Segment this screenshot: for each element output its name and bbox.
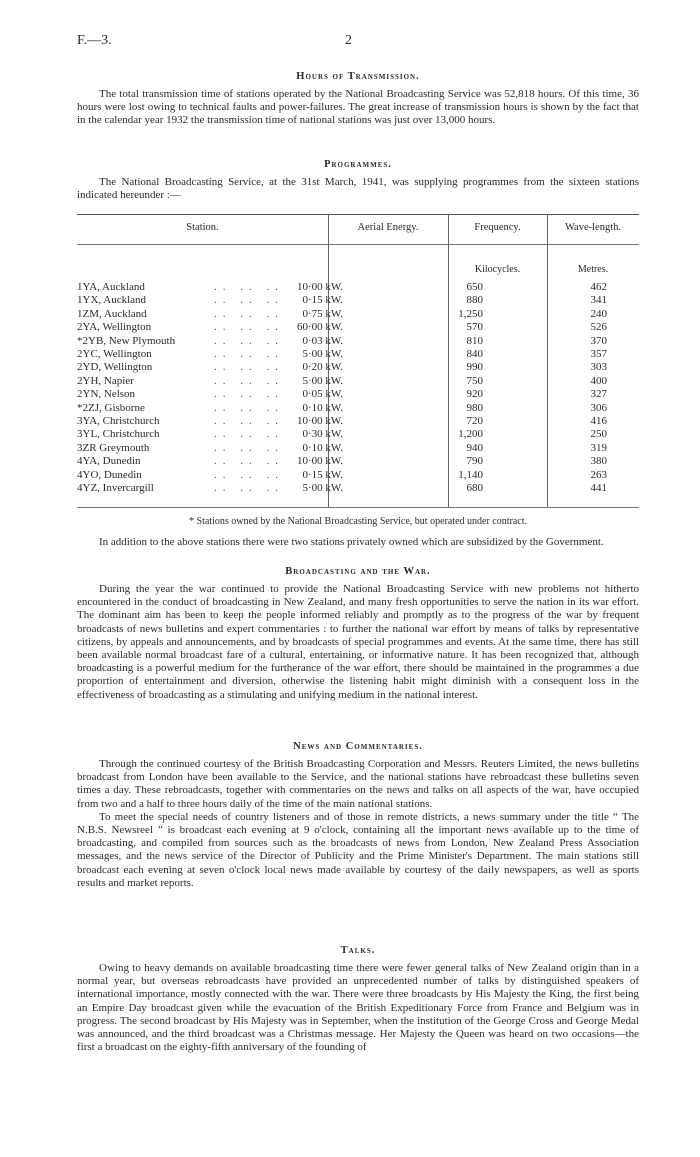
station-cell: 4YA, Dunedin bbox=[77, 455, 141, 468]
station-cell: 1ZM, Auckland bbox=[77, 307, 147, 320]
wavelength-cell: 306 bbox=[590, 401, 607, 414]
wavelength-cell: 319 bbox=[590, 441, 607, 454]
frequency-cell: 880 bbox=[466, 294, 483, 307]
table-footnote: * Stations owned by the National Broadcasting Service, but operated under contract. bbox=[189, 516, 527, 527]
frequency-cell: 1,140 bbox=[458, 468, 483, 481]
wavelength-cell: 341 bbox=[590, 294, 607, 307]
aerial-energy-cell: 60·00 kW. bbox=[296, 321, 343, 334]
aerial-energy-cell: 0·10 kW. bbox=[302, 441, 343, 454]
frequency-cell: 980 bbox=[466, 401, 483, 414]
aerial-energy-cell: 0·10 kW. bbox=[302, 401, 343, 414]
unit-frequency: Kilocycles. bbox=[474, 264, 521, 275]
frequency-cell: 650 bbox=[466, 281, 483, 293]
section-heading: News and Commentaries. bbox=[293, 741, 423, 752]
table-row bbox=[77, 402, 639, 416]
wavelength-cell: 462 bbox=[590, 281, 607, 293]
section-heading: Broadcasting and the War. bbox=[285, 566, 431, 577]
aerial-energy-cell: 0·20 kW. bbox=[302, 361, 343, 374]
leader-dots: .. .. .. bbox=[214, 388, 284, 401]
station-cell: 2YD, Wellington bbox=[77, 361, 153, 374]
section-subsidized bbox=[77, 536, 639, 549]
leader-dots: .. .. .. bbox=[214, 294, 284, 307]
section-war bbox=[77, 566, 639, 702]
frequency-cell: 680 bbox=[466, 482, 483, 494]
station-cell: 2YH, Napier bbox=[77, 374, 134, 387]
section-heading: Hours of Transmission. bbox=[296, 71, 420, 82]
table-row bbox=[77, 335, 639, 349]
wavelength-cell: 263 bbox=[590, 468, 607, 481]
station-cell: 3ZR Greymouth bbox=[77, 441, 150, 454]
table-row bbox=[77, 321, 639, 335]
paragraph: To meet the special needs of country listeners and of those in remote districts, a news summary under the title “ The N.B.S. Newsreel ” is broadcast each evening at 9 o'clock, containing all the important news available up to the time of broadcasting, and compiled from sources such as the broadcasts of news from London, New Zealand Press Association messages, and the news service of the Director of Publicity and the Prime Minister's Department. The main stations still broadcast each evening at seven o'clock local news made available by courtesy of the daily newspapers, as well as sports results and market reports. bbox=[77, 810, 639, 889]
table-row bbox=[77, 428, 639, 442]
frequency-cell: 1,250 bbox=[458, 307, 483, 320]
page-number: 2 bbox=[345, 33, 352, 48]
table-row bbox=[77, 348, 639, 362]
station-cell: 3YA, Christchurch bbox=[77, 415, 160, 427]
station-cell: *2YB, New Plymouth bbox=[77, 334, 176, 347]
leader-dots: .. .. .. bbox=[214, 428, 284, 441]
table-row bbox=[77, 482, 639, 496]
frequency-cell: 940 bbox=[466, 441, 483, 454]
frequency-cell: 990 bbox=[466, 361, 483, 374]
wavelength-cell: 526 bbox=[590, 321, 607, 334]
frequency-cell: 720 bbox=[466, 415, 483, 427]
table-row bbox=[77, 375, 639, 389]
column-header-wavelength: Wave-length. bbox=[564, 222, 621, 233]
wavelength-cell: 400 bbox=[590, 374, 607, 387]
aerial-energy-cell: 0·75 kW. bbox=[302, 307, 343, 320]
station-cell: 3YL, Christchurch bbox=[77, 428, 160, 441]
section-talks bbox=[77, 945, 639, 1054]
frequency-cell: 920 bbox=[466, 388, 483, 401]
table-row bbox=[77, 455, 639, 469]
leader-dots: .. .. .. bbox=[214, 455, 284, 468]
paragraph: In addition to the above stations there were two stations privately owned which are subsidized by the Government. bbox=[99, 536, 604, 548]
leader-dots: .. .. .. bbox=[214, 441, 284, 454]
frequency-cell: 750 bbox=[466, 374, 483, 387]
paragraph: During the year the war continued to provide the National Broadcasting Service with new problems not hitherto encountered in the conduct of broadcasting in New Zealand, and many fresh opportunities to serve the nation in its war effort. The dominant aim has been to keep the people informed reliably and promptly as to the progress of the war by frequent broadcasts of news bulletins and expert commentaries : to further the national war effort by means of talks by representative citizens, by appeals and announcements, and by broadcasts of special programmes and events. At the same time, there has still been available normal broadcast fare of a cultural, entertaining, or informative nature. It has been recognized that, although broadcasting is a powerful medium for the furtherance of the war effort, there should be maintained in the programmes a due proportion of entertainment and diversion, otherwise the listening habit might diminish with a consequent loss in the effectiveness of broadcasting as a stimulating and unifying medium in the national interest. bbox=[77, 583, 639, 701]
station-cell: 2YC, Wellington bbox=[77, 348, 152, 360]
unit-wavelength: Metres. bbox=[577, 264, 609, 275]
table-row bbox=[77, 281, 639, 295]
leader-dots: .. .. .. bbox=[214, 334, 284, 347]
leader-dots: .. .. .. bbox=[214, 361, 284, 374]
section-news bbox=[77, 741, 639, 890]
column-header-energy: Aerial Energy. bbox=[357, 222, 419, 233]
table-row bbox=[77, 469, 639, 483]
frequency-cell: 810 bbox=[466, 334, 483, 347]
paragraph: The National Broadcasting Service, at the 31st March, 1941, was supplying programmes from the sixteen stations indicated hereunder :— bbox=[77, 176, 639, 202]
aerial-energy-cell: 10·00 kW. bbox=[296, 415, 343, 427]
paragraph: The total transmission time of stations operated by the National Broadcasting Service was 52,818 hours. Of this time, 36 hours were lost owing to technical faults and power-failures. The great increase of transmission hours is shown by the fact that in the calendar year 1932 the transmission time of national stations was just over 13,000 hours. bbox=[77, 88, 639, 127]
aerial-energy-cell: 0·15 kW. bbox=[302, 294, 343, 307]
leader-dots: .. .. .. bbox=[214, 281, 284, 293]
frequency-cell: 790 bbox=[466, 455, 483, 468]
leader-dots: .. .. .. bbox=[214, 415, 284, 427]
paragraph: Owing to heavy demands on available broadcasting time there were fewer general talks of New Zealand origin than in a normal year, but overseas rebroadcasts have provided an unprecedented number of talks by distinguished speakers of international importance, mostly connected with the war. There were three broadcasts by His Majesty the King, the first being an Empire Day broadcast given while the evacuation of the British Expeditionary Force from France and Belgium was in progress. The second broadcast by His Majesty was in September, when the institution of the George Cross and George Medal was announced, and the third broadcast was a Christmas message. Her Majesty the Queen was heard on two occasions—the first a broadcast on the eighty-fifth anniversary of the founding of bbox=[77, 962, 639, 1054]
leader-dots: .. .. .. bbox=[214, 374, 284, 387]
leader-dots: .. .. .. bbox=[214, 468, 284, 481]
wavelength-cell: 250 bbox=[590, 428, 607, 441]
wavelength-cell: 327 bbox=[590, 388, 607, 401]
station-cell: 2YA, Wellington bbox=[77, 321, 152, 334]
table-top-rule bbox=[77, 214, 639, 215]
wavelength-cell: 370 bbox=[590, 334, 607, 347]
section-heading: Programmes. bbox=[324, 159, 392, 170]
leader-dots: .. .. .. bbox=[214, 307, 284, 320]
table-row bbox=[77, 361, 639, 375]
paragraph: Through the continued courtesy of the British Broadcasting Corporation and Messrs. Reuters Limited, the news bulletins broadcast from London have been available to the Service, and the national stations have rebroadcast these bulletins seven times a day. These rebroadcasts, together with commentaries on the news and talks on all aspects of the war, have occupied from two and a half to three hours daily of the time of the main national stations. bbox=[77, 758, 639, 810]
wavelength-cell: 357 bbox=[590, 348, 607, 360]
aerial-energy-cell: 5·00 kW. bbox=[302, 348, 343, 360]
aerial-energy-cell: 0·05 kW. bbox=[302, 388, 343, 401]
aerial-energy-cell: 0·30 kW. bbox=[302, 428, 343, 441]
station-cell: 2YN, Nelson bbox=[77, 388, 136, 401]
station-cell: 4YO, Dunedin bbox=[77, 468, 142, 481]
aerial-energy-cell: 10·00 kW. bbox=[296, 455, 343, 468]
table-row bbox=[77, 308, 639, 322]
table-row bbox=[77, 415, 639, 429]
leader-dots: .. .. .. bbox=[214, 348, 284, 360]
station-cell: 4YZ, Invercargill bbox=[77, 482, 154, 494]
column-header-station: Station. bbox=[186, 222, 219, 233]
wavelength-cell: 416 bbox=[590, 415, 607, 427]
section-programmes bbox=[77, 159, 639, 202]
table-header-rule bbox=[77, 244, 639, 245]
wavelength-cell: 303 bbox=[590, 361, 607, 374]
column-header-frequency: Frequency. bbox=[474, 222, 521, 233]
station-cell: 1YA, Auckland bbox=[77, 281, 145, 293]
leader-dots: .. .. .. bbox=[214, 482, 284, 494]
leader-dots: .. .. .. bbox=[214, 401, 284, 414]
wavelength-cell: 240 bbox=[590, 307, 607, 320]
frequency-cell: 570 bbox=[466, 321, 483, 334]
aerial-energy-cell: 10·00 kW. bbox=[296, 281, 343, 293]
station-cell: *2ZJ, Gisborne bbox=[77, 401, 145, 414]
frequency-cell: 1,200 bbox=[458, 428, 483, 441]
aerial-energy-cell: 5·00 kW. bbox=[302, 374, 343, 387]
aerial-energy-cell: 5·00 kW. bbox=[302, 482, 343, 494]
section-heading: Talks. bbox=[340, 945, 376, 956]
wavelength-cell: 441 bbox=[590, 482, 607, 494]
station-cell: 1YX, Auckland bbox=[77, 294, 147, 307]
table-row bbox=[77, 294, 639, 308]
frequency-cell: 840 bbox=[466, 348, 483, 360]
aerial-energy-cell: 0·03 kW. bbox=[302, 334, 343, 347]
document-reference: F.—3. bbox=[77, 33, 112, 48]
table-bottom-rule bbox=[77, 507, 639, 508]
aerial-energy-cell: 0·15 kW. bbox=[302, 468, 343, 481]
section-hours bbox=[77, 71, 639, 128]
wavelength-cell: 380 bbox=[590, 455, 607, 468]
table-row bbox=[77, 442, 639, 456]
leader-dots: .. .. .. bbox=[214, 321, 284, 334]
table-row bbox=[77, 388, 639, 402]
